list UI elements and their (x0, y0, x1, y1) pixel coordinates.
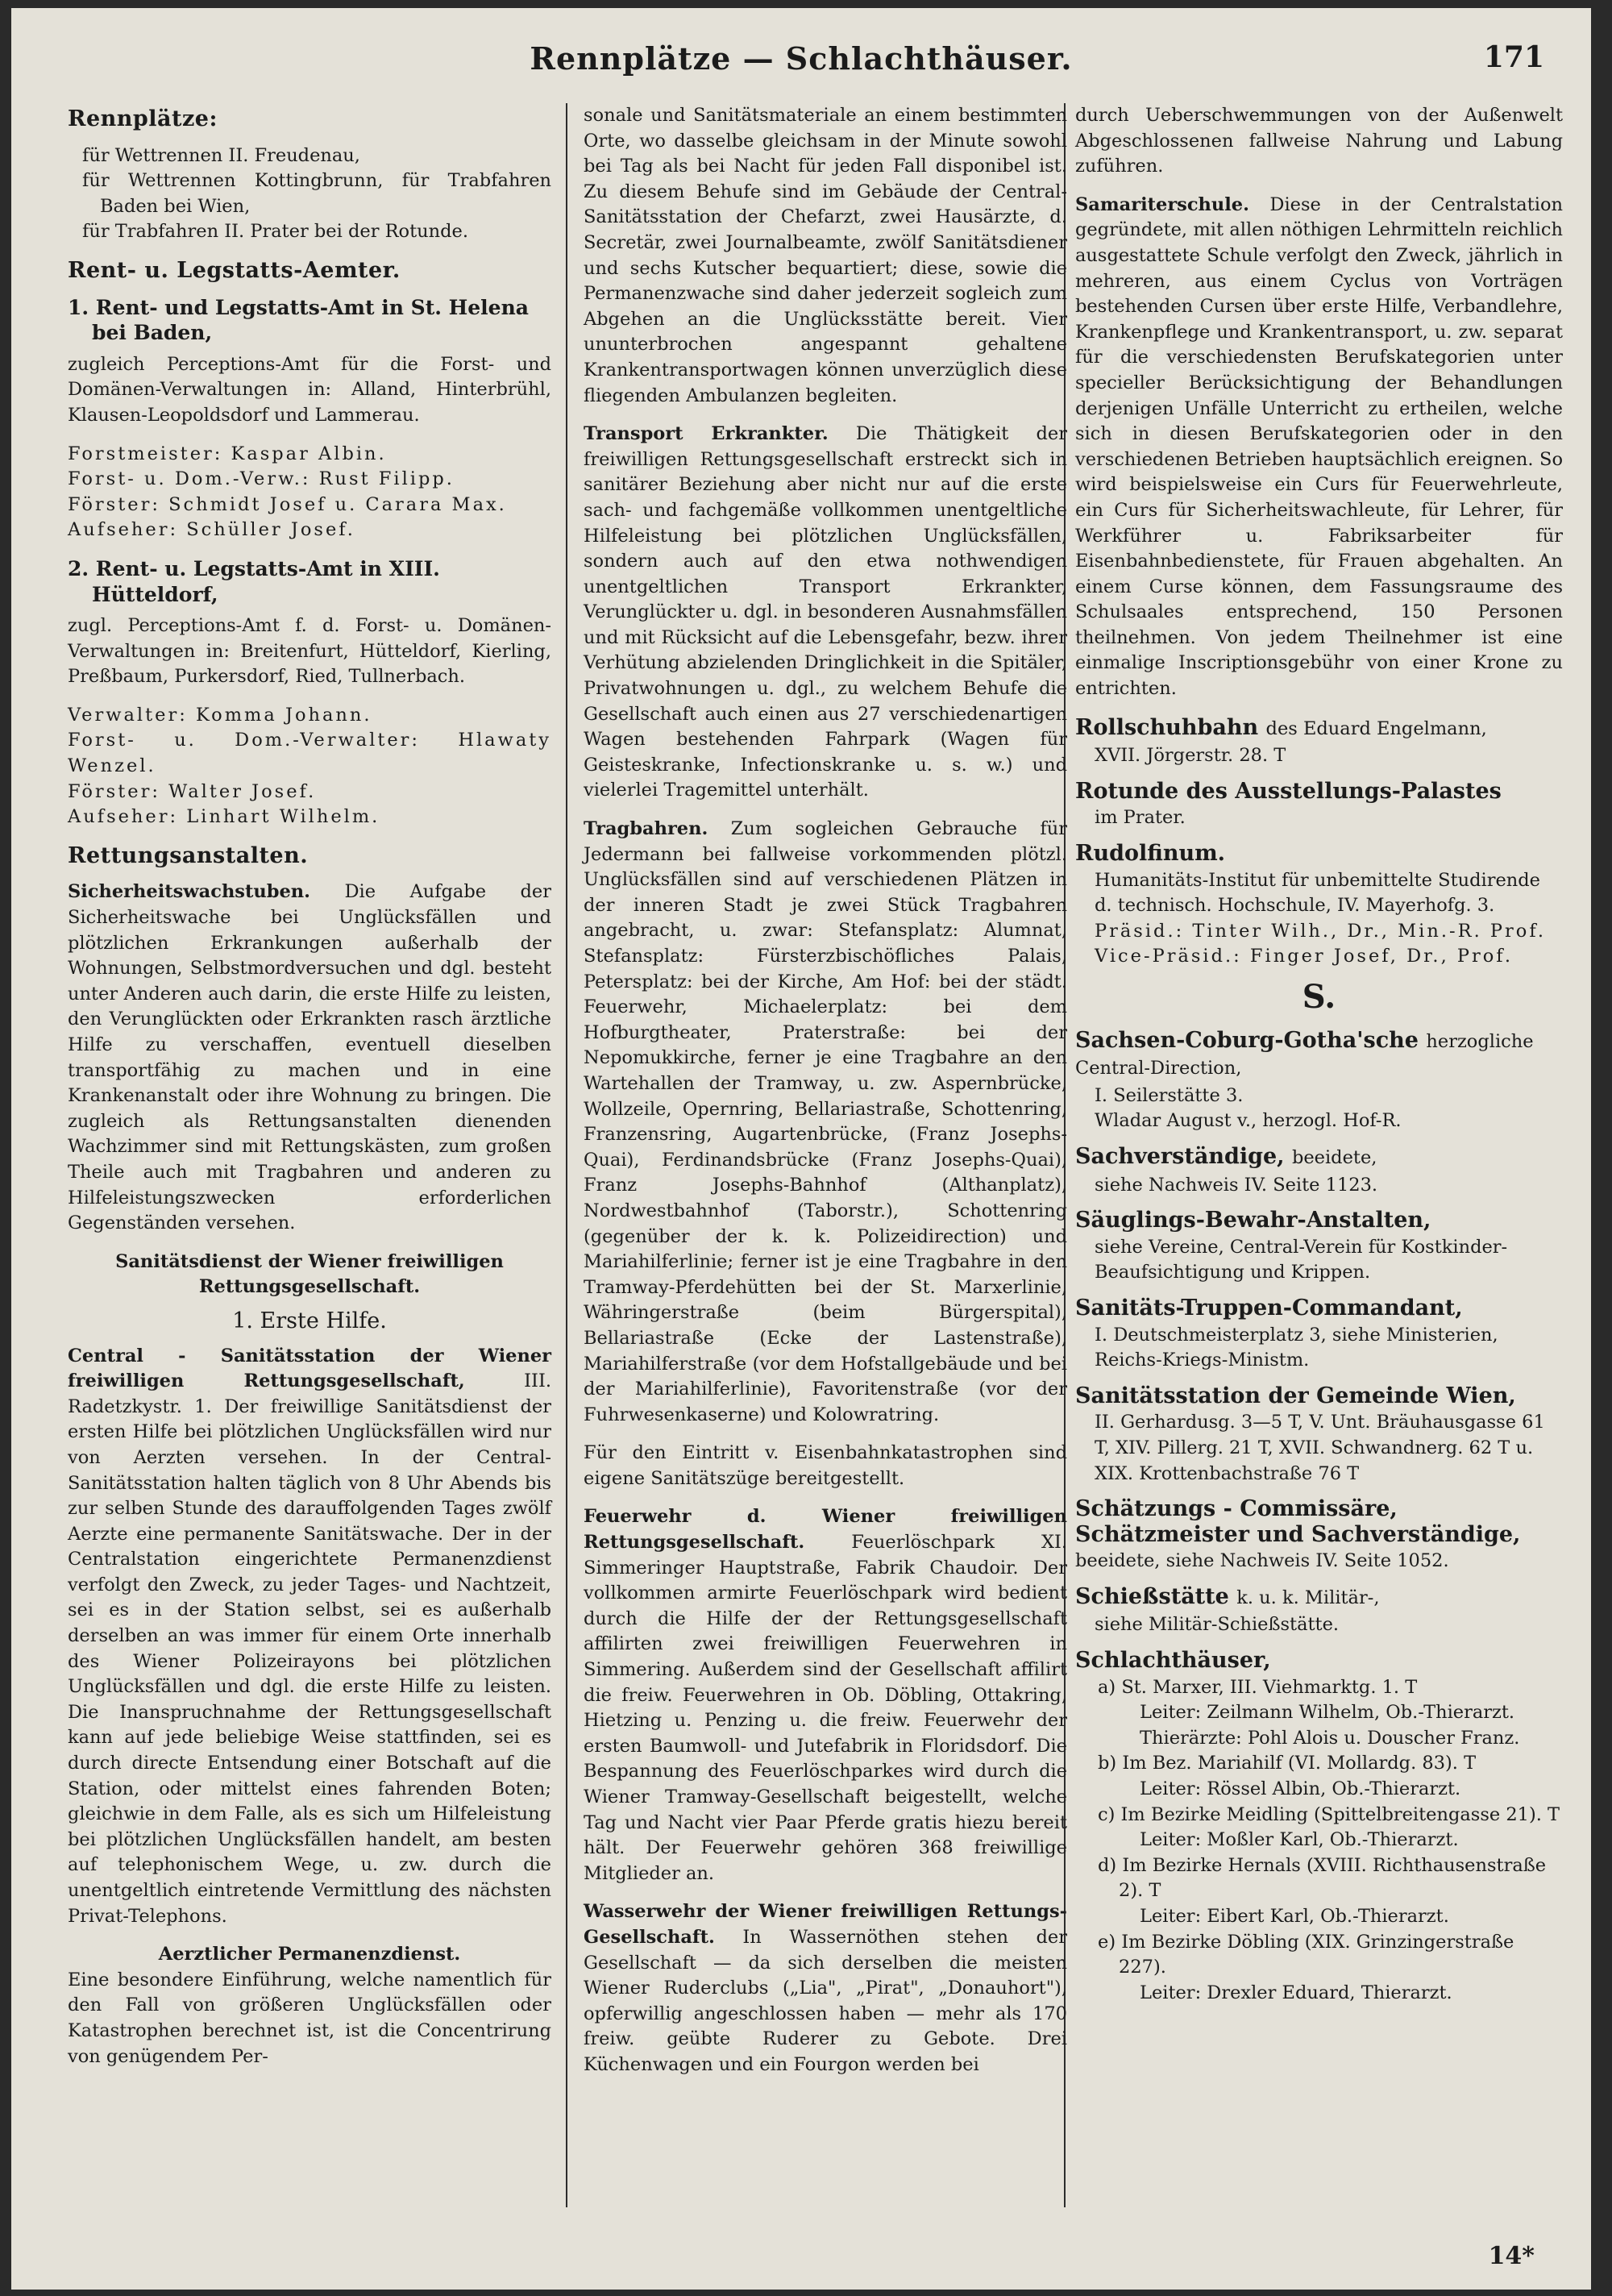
staff-line: Förster: Schmidt Josef u. Carara Max. (68, 493, 507, 515)
aerztlicher-dienst-title: Aerztlicher Permanenzdienst. (158, 1944, 461, 1965)
continued-paragraph: durch Ueberschwemmungen von der Außenwelt Abgeschlossenen fallweise Nahrung und Labung zuführen. (1075, 105, 1563, 177)
entry-title: Schätzungs - Commissäre, Schätzmeister und Sachverständige, (1075, 1496, 1521, 1547)
paragraph-text: Feuerlöschpark XI. Simmeringer Hauptstraße, Fabrik Chaudoir. Der vollkommen armirte Feuerlöschpark wird bedient durch die Hilfe der der Rettungsgesellschaft affilirten zwei freiwilligen Feuerwehren in Simmering. Außerdem sind der Gesellschaft affilirt die freiw. Feuerwehren in Ob. Döbling, Ottakring, Hietzing u. Penzing u. die freiw. Feuerwehr der ersten Baumwoll- und Jutefabrik in Floridsdorf. Die Bespannung des Feuerlöschparkes wird durch die Wiener Tramway-Gesellschaft beigestellt, welche Tag und Nacht vier Paar Pferde gratis hiezu bereit hält. Der Feuerwehr gehören 368 freiwillige Mitglieder an. (584, 1532, 1068, 1884)
entry-title: Sachsen-Coburg-Gotha'sche (1075, 1027, 1419, 1053)
entry-title: Schießstätte (1075, 1583, 1229, 1609)
entry-line: Vice-Präsid.: Finger Josef, Dr., Prof. (1095, 946, 1513, 967)
paragraph-lead: Feuerwehr d. Wiener freiwilligen Rettungsgesellschaft. (584, 1506, 1067, 1554)
list-subline: Leiter: Rössel Albin, Ob.-Thierarzt. (1140, 1778, 1461, 1800)
list-item: d) Im Bezirke Hernals (XVIII. Richthausenstraße 2). T (1098, 1854, 1547, 1902)
paragraph-text: III. Radetzkystr. 1. Der freiwillige Sanitätsdienst der ersten Hilfe bei plötzlichen Unglücksfällen wird nur von Aerzten versehen. In der Central-Sanitätsstation halten täglich von 8 Uhr Abends bis zur selben Stunde des darauffolgenden Tages zwölf Aerzte eine permanente Sanitätswache. Der in der Centralstation eingerichtete Permanenzdienst verfolgt den Zweck, zu jeder Tages- und Nachtzeit, sei es in der Station selbst, sei es außerhalb derselben an was immer für einem Orte innerhalb des Wiener Polizeirayons bei plötzlichen Unglücksfällen und dgl. die erste Hilfe zu leisten. Die Inanspruchnahme der Rettungsgesellschaft kann auf jede beliebige Weise stattfinden, sei es durch directe Entsendung einer Botschaft auf die Station, oder mittelst eines fahrenden Boten; gleichwie in dem Falle, als es sich um Hilfeleistung bei plötzlichen Unglücksfällen handelt, am besten auf telephonischem Wege, u. zw. durch die unentgeltlich eintretende Vermittlung des nächsten Privat-Telephons. (68, 1371, 551, 1927)
samariterschule-paragraph (1075, 193, 1563, 702)
eisenbahn-paragraph: Für den Eintritt v. Eisenbahnkatastrophen sind eigene Sanitätszüge bereitgestellt. (584, 1442, 1067, 1489)
entry-body: XVII. Jörgerstr. 28. T (1095, 745, 1286, 767)
entry-line: I. Seilerstätte 3. (1095, 1084, 1244, 1106)
amt1-description: zugleich Perceptions-Amt für die Forst- und Domänen-Verwaltungen in: Alland, Hinterbrühl, Klausen-Leopoldsdorf und Lammerau. (68, 353, 551, 426)
entry-subtitle: beeidete, (1291, 1146, 1377, 1168)
entry-body (1075, 868, 1563, 970)
list-item: für Wettrennen Kottingbrunn, für Trabfahren Baden bei Wien, (82, 170, 551, 217)
amt1-title: 1. Rent- und Legstatts-Amt in St. Helena bei Baden, (68, 295, 529, 345)
entry-sachverstaendige (1075, 1144, 1563, 1171)
section-title-rennplaetze: Rennplätze: (68, 106, 218, 131)
list-item: e) Im Bezirke Döbling (XIX. Grinzingerstraße 227). (1098, 1931, 1514, 1978)
feuerwehr-paragraph (584, 1504, 1067, 1886)
staff-line: Förster: Walter Josef. (68, 780, 317, 802)
entry-rollschuhbahn (1075, 715, 1563, 742)
entry-sanitaetsstation: Sanitätsstation der Gemeinde Wien, (1075, 1383, 1516, 1408)
list-subline: Leiter: Eibert Karl, Ob.-Thierarzt. (1140, 1906, 1449, 1927)
entry-subtitle: des Eduard Engelmann, (1265, 718, 1487, 739)
entry-body: siehe Nachweis IV. Seite 1123. (1095, 1174, 1378, 1196)
right-column (1075, 103, 1563, 2015)
staff-line: Aufseher: Schüller Josef. (68, 519, 355, 541)
staff-line: Verwalter: Komma Johann. (68, 704, 372, 726)
list-subline: Leiter: Zeilmann Wilhelm, Ob.-Thierarzt. (1140, 1702, 1515, 1724)
paragraph-lead: Transport Erkrankter. (584, 423, 829, 445)
entry-body: II. Gerhardusg. 3—5 T, V. Unt. Bräuhausgasse 61 T, XIV. Pillerg. 21 T, XVII. Schwandnerg. 62 T u. XIX. Krottenbachstraße 76 T (1095, 1412, 1545, 1484)
entry-body: siehe Militär-Schießstätte. (1095, 1614, 1340, 1636)
list-item: b) Im Bez. Mariahilf (VI. Mollardg. 83). T (1098, 1753, 1477, 1774)
paragraph-text: Diese in der Centralstation gegründete, mit allen nöthigen Lehrmitteln reichlich ausgestattete Schule verfolgt den Zweck, jährlich in mehreren, aus einem Cyclus von Vorträgen bestehenden Cursen über erste Hilfe, Verbandlehre, Krankenpflege und Krankentransport, u. zw. separat für die verschiedensten Berufskategorien unter specieller Berücksichtigung der Behandlungen derjenigen Unfälle Unterricht zu ertheilen, welche sich in diesen Berufskategorien oder in den verschiedenen Betrieben hauptsächlich ereignen. So wird beispielsweise ein Curs für Feuerwehrleute, ein Curs für Sicherheitswachleute, für Lehrer, für Werkführer u. Fabriksarbeiter für Eisenbahnbedienstete, für Frauen abgehalten. An einem Curse können, dem Fassungsraume des Schulsaales entsprechend, 150 Personen theilnehmen. Von jedem Theilnehmer ist eine einmalige Inscriptionsgebühr von einer Krone zu entrichten. (1075, 193, 1563, 700)
entry-body (1075, 1084, 1563, 1134)
paragraph-text: Die Thätigkeit der freiwilligen Rettungsgesellschaft erstreckt sich in sanitärer Beziehung aber nicht nur auf die erste sach- und fachgemäße vollkommen unentgeltliche Hilfeleistung bei plötzlichen Unglücksfällen, sondern auch auf den etwa nothwendigen unentgeltlichen Transport Erkrankter, Verunglückter u. dgl. in besonderen Ausnahmsfällen und mit Rücksicht auf die Lebensgefahr, bezw. ihrer Verhütung abzielenden Dringlichkeit in die Spitäler, Privatwohnungen u. dgl., zu welchem Behufe die Gesellschaft auch einen aus 27 verschiedenartigen Wagen bestehenden Fahrpark (Wagen für Geisteskranke, Infectionskranke u. s. w.) und vielerlei Tragemittel unterhält. (584, 423, 1068, 801)
paragraph-lead: Tragbahren. (584, 818, 708, 840)
staff-line: Forstmeister: Kaspar Albin. (68, 443, 387, 464)
entry-rudolfinum: Rudolfinum. (1075, 841, 1226, 867)
entry-body: I. Deutschmeisterplatz 3, siehe Ministerien, Reichs-Kriegs-Ministm. (1095, 1324, 1498, 1371)
page-header (11, 40, 1591, 81)
entry-title: Rollschuhbahn (1075, 714, 1259, 740)
aerztlicher-dienst-text: Eine besondere Einführung, welche namentlich für den Fall von größeren Unglücksfällen oder Katastrophen berechnet ist, ist die Concentrirung von genügendem Per- (68, 1969, 551, 2067)
list-item: für Trabfahren II. Prater bei der Rotunde. (82, 221, 468, 243)
list-item: für Wettrennen II. Freudenau, (82, 144, 360, 166)
sheet-signature: 14* (1488, 2242, 1535, 2270)
entry-sanitaets-commandant: Sanitäts-Truppen-Commandant, (1075, 1295, 1463, 1321)
sanitaetsdienst-title: Sanitätsdienst der Wiener freiwilligen Rettungsgesellschaft. (115, 1250, 504, 1298)
entry-title: Sachverständige, (1075, 1143, 1285, 1169)
rennplaetze-list (68, 144, 551, 245)
amt2-staff (68, 703, 551, 830)
page-number: 171 (1483, 40, 1544, 74)
column-rule-left (566, 103, 567, 2207)
paragraph-text: Die Aufgabe der Sicherheitswache bei Unglücksfällen und plötzlichen Erkrankungen außerhalb der Wohnungen, Selbstmordversuchen und dgl. besteht unter Anderen auch darin, die erste Hilfe zu leisten, den Verunglückten oder Erkrankten rasch ärztliche Hilfe zu verschaffen, eventuell dieselben transportfähig zu machen und in eine Krankenanstalt oder ihre Wohnung zu bringen. Die zugleich als Rettungsanstalten dienenden Wachzimmer sind mit Rettungskästen, zum großen Theile auch mit Tragbahren und anderen zu Hilfeleistungszwecken erforderlichen Gegenständen versehen. (68, 881, 552, 1234)
transport-paragraph (584, 422, 1067, 804)
list-subline: Thierärzte: Pohl Alois u. Douscher Franz. (1140, 1727, 1520, 1749)
document-page (11, 8, 1591, 2290)
list-item: c) Im Bezirke Meidling (Spittelbreitengasse 21). T (1098, 1803, 1560, 1825)
list-subline: Leiter: Moßler Karl, Ob.-Thierarzt. (1140, 1829, 1459, 1851)
tragbahren-paragraph (584, 817, 1067, 1428)
erste-hilfe-title: 1. Erste Hilfe. (232, 1308, 387, 1333)
sicherheitswachstuben-paragraph (68, 880, 551, 1236)
staff-line: Aufseher: Linhart Wilhelm. (68, 806, 380, 828)
left-column (68, 103, 551, 2082)
section-letter: S. (1302, 978, 1336, 1016)
entry-saeuglings: Säuglings-Bewahr-Anstalten, (1075, 1208, 1431, 1233)
entry-body: im Prater. (1095, 807, 1186, 829)
schlachthaeuser-list (1075, 1675, 1563, 2007)
section-title-aemter: Rent- u. Legstatts-Aemter. (68, 257, 401, 283)
entry-schaetzungs (1075, 1496, 1563, 1574)
paragraph-lead: Sicherheitswachstuben. (68, 881, 310, 903)
paragraph-lead: Samariterschule. (1075, 193, 1249, 215)
list-subline: Leiter: Drexler Eduard, Thierarzt. (1140, 1982, 1452, 2003)
running-title: Rennplätze — Schlachthäuser. (530, 40, 1073, 77)
paragraph-lead: Central - Sanitätsstation der Wiener freiwilligen Rettungsgesellschaft, (68, 1345, 551, 1392)
paragraph-lead: Wasserwehr der Wiener freiwilligen Rettungs-Gesellschaft. (584, 1901, 1067, 1948)
amt1-staff (68, 442, 551, 543)
entry-body: siehe Vereine, Central-Verein für Kostkinder-Beaufsichtigung und Krippen. (1095, 1236, 1508, 1283)
entry-sachsen (1075, 1028, 1563, 1082)
section-title-rettungsanstalten: Rettungsanstalten. (68, 842, 309, 868)
entry-subtitle: k. u. k. Militär-, (1236, 1587, 1380, 1608)
entry-subtitle: herzogliche Central-Direction, (1075, 1030, 1534, 1079)
paragraph-text: In Wassernöthen stehen der Gesellschaft — da sich derselben die meisten Wiener Ruderclubs („Lia", „Pirat", „Donauhort"), opferwillig angeschlossen haben — mehr als 170 freiw. geübte Ruderer zu Gebote. Drei Küchenwagen und ein Fourgon werden bei (584, 1926, 1067, 2075)
middle-column (584, 103, 1067, 2091)
amt2-description: zugl. Perceptions-Amt f. d. Forst- u. Domänen-Verwaltungen in: Breitenfurt, Hütteldorf, Kierling, Preßbaum, Purkersdorf, Ried, Tullnerbach. (68, 615, 551, 688)
wasserwehr-paragraph (584, 1899, 1067, 2078)
list-item: a) St. Marxer, III. Viehmarktg. 1. T (1098, 1676, 1418, 1698)
entry-line: Präsid.: Tinter Wilh., Dr., Min.-R. Prof. (1095, 920, 1546, 942)
staff-line: Forst- u. Dom.-Verwalter: Hlawaty Wenzel. (68, 730, 551, 777)
paragraph-text: Zum sogleichen Gebrauche für Jedermann bei fallweise vorkommenden plötzl. Unglücksfällen sind auf verschiedenen Plätzen in der inneren Stadt je zwei Stück Tragbahren angebracht, u. zwar: Stefansplatz: Alumnat, Stefansplatz: Fürsterzbischöfliches Palais, Petersplatz: bei der Kirche, Am Hof: bei der städt. Feuerwehr, Michaelerplatz: bei dem Hofburgtheater, Praterstraße: bei der Nepomukkirche, ferner je eine Tragbahre an den Wartehallen der Tramway, u. zw. Aspernbrücke, Wollzeile, Opernring, Bellariastraße, Schottenring, Franzensring, Augartenbrücke, (Franz Josephs-Quai), Ferdinandsbrücke (Franz Josephs-Quai), Franz Josephs-Bahnhof (Althanplatz), Nordwestbahnhof (Taborstr.), Schottenring (gegenüber der k. k. Polizeidirection) und Mariahilferlinie; ferner ist je eine Tragbahre in den Tramway-Pferdehütten bei der St. Marxerlinie, Währingerstraße (beim Bürgerspital), Bellariastraße (Ecke der Lastenstraße), Mariahilferstraße (vor dem Hofstallgebäude und bei der Mariahilferlinie), Favoritenstraße (vor der Fuhrwesenkaserne) und Kolowratring. (584, 818, 1067, 1425)
central-station-paragraph (68, 1344, 551, 1930)
entry-subtitle: beeidete, siehe Nachweis IV. Seite 1052. (1075, 1550, 1449, 1572)
amt2-title: 2. Rent- u. Legstatts-Amt in XIII. Hütteldorf, (68, 556, 440, 606)
entry-rotunde: Rotunde des Ausstellungs-Palastes (1075, 778, 1502, 804)
entry-schlachthaeuser: Schlachthäuser, (1075, 1648, 1271, 1674)
entry-line: Humanitäts-Institut für unbemittelte Studirende d. technisch. Hochschule, IV. Mayerhofg. 3. (1095, 869, 1540, 917)
entry-line: Wladar August v., herzogl. Hof-R. (1095, 1110, 1402, 1132)
staff-line: Forst- u. Dom.-Verw.: Rust Filipp. (68, 468, 455, 490)
continued-paragraph: sonale und Sanitätsmateriale an einem bestimmten Orte, wo dasselbe gleichsam in der Minute sowohl bei Tag als bei Nacht für jeden Fall disponibel ist. Zu diesem Behufe sind im Gebäude der Central-Sanitätsstation der Chefarzt, zwei Hausärzte, d. Secretär, zwei Journalbeamte, zwölf Sanitätsdiener und sechs Kutscher bequartiert; diese, sowie die Permanenzwache sind daher jederzeit sogleich zum Abgehen an die Unglücksstätte bereit. Vier ununterbrochen angespannt gehaltene Krankentransportwagen können unverzüglich diese fliegenden Ambulanzen begleiten. (584, 105, 1067, 406)
entry-schiessstaette (1075, 1584, 1563, 1612)
